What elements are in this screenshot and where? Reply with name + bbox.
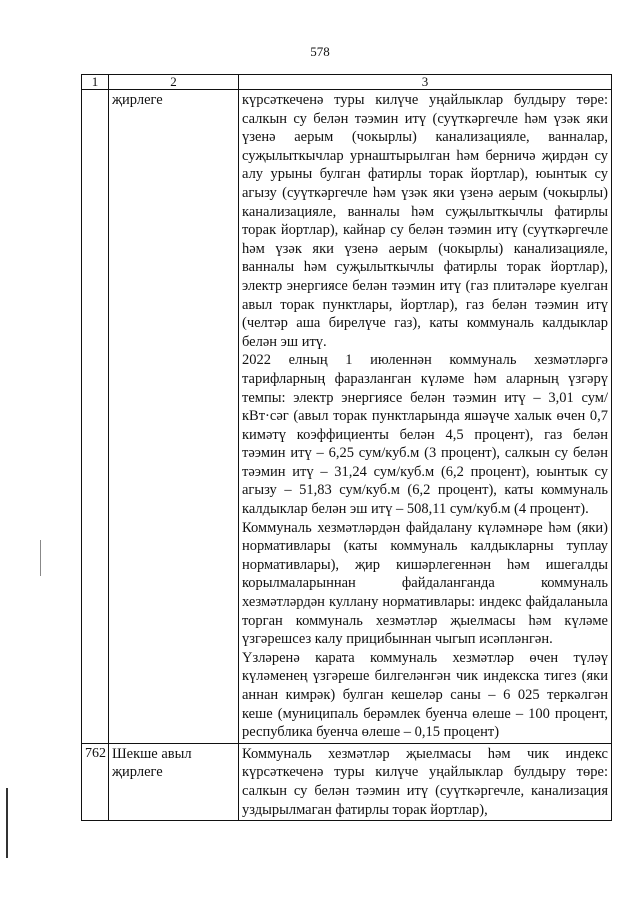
content-table (81, 74, 612, 821)
table-row (82, 743, 612, 820)
header-col2: 2 (109, 75, 239, 90)
header-col1: 1 (82, 75, 109, 90)
settlement-name: Шекше авыл җирлеге (109, 743, 239, 820)
row-number (82, 90, 109, 744)
header-col3: 3 (239, 75, 612, 90)
row-description (239, 743, 612, 820)
scan-edge-line (6, 788, 8, 858)
description-paragraph: 2022 елның 1 июленнән коммуналь хезмәтләргә тарифларның фаразланган күләме һәм аларның үзгәрү темпы: электр энергиясе белән тәэмин итү – 3,01 сум/кВт·сәг (авыл торак пунктларында яшәүче халык өчен 0,7 кимәтү коэффициенты белән 4,5 процент), газ белән тәэмин итү – 6,25 сум/куб.м (3 процент), салкын су белән тәэмин итү – 31,24 сум/куб.м (6,2 процент), юынтык су агызу – 51,83 сум/куб.м (6,2 процент), каты коммуналь калдыклар белән эш итү – 508,11 сум/куб.м (4 процент). (242, 352, 608, 518)
description-paragraph: Үзләренә карата коммуналь хезмәтләр өчен түләү күләменең үзгәреше билгеләнгән чик индекска тигез (яки аннан кимрәк) булган кешеләр саны – 6 025 теркәлгән кеше (муниципаль берәмлек буенча өлеше – 100 процент, республика буенча өлеше – 0,15 процент) (242, 649, 608, 741)
row-number: 762 (82, 743, 109, 820)
row-description (239, 90, 612, 744)
table-header-row (82, 75, 612, 90)
table-row (82, 90, 612, 744)
description-paragraph: Коммуналь хезмәтләрдән файдалану күләмнәре һәм (яки) нормативлары (каты коммуналь калдыкларны туплау нормативлары), җир кишәрлегеннән һәм ишегалды корылмаларыннан файдаланганда коммуналь хезмәтләрдән куллану нормативлары: индекс файдаланыла торган коммуналь хезмәтләр җыелмасы һәм күләме үзгәрешсез калу прицибыннан чыгып исәпләнгән. (242, 519, 608, 648)
margin-mark (40, 540, 41, 576)
page-number: 578 (310, 44, 330, 59)
settlement-name: җирлеге (109, 90, 239, 744)
description-paragraph: күрсәткеченә туры килүче уңайлыклар булдыру төре: салкын су белән тәэмин итү (суүткәргечле һәм үзәк яки үзенә аерым (чокырлы) канализацияле, ванналар, суҗылыткычлар урнаштырылган һәм берничә җирдән су алу урыны булган фатирлы торак йортлар), юынтык су агызу (суүткәргечле һәм үзәк яки үзенә аерым (чокырлы) канализацияле, ванналы һәм суҗылыткычлы фатирлы торак йортлар), кайнар су белән тәэмин итү (суүткәргечле һәм үзәк яки үзенә аерым (чокырлы) канализацияле, ванналы һәм суҗылыткычлы фатирлы торак йортлар), электр энергиясе белән тәэмин итү (газ плитәләре куелган авыл торак пунктлары, йортлар), газ белән тәэмин итү (челтәр аша бирелүче газ), каты коммуналь калдыклар белән эш итү. (242, 92, 608, 350)
description-paragraph: Коммуналь хезмәтләр җыелмасы һәм чик индекс күрсәткеченә туры килүче уңайлыклар булдыру төре: салкын су белән тәэмин итү (суүткәргечле, канализация уздырылмаган фатирлы торак йортлар), (242, 745, 608, 818)
